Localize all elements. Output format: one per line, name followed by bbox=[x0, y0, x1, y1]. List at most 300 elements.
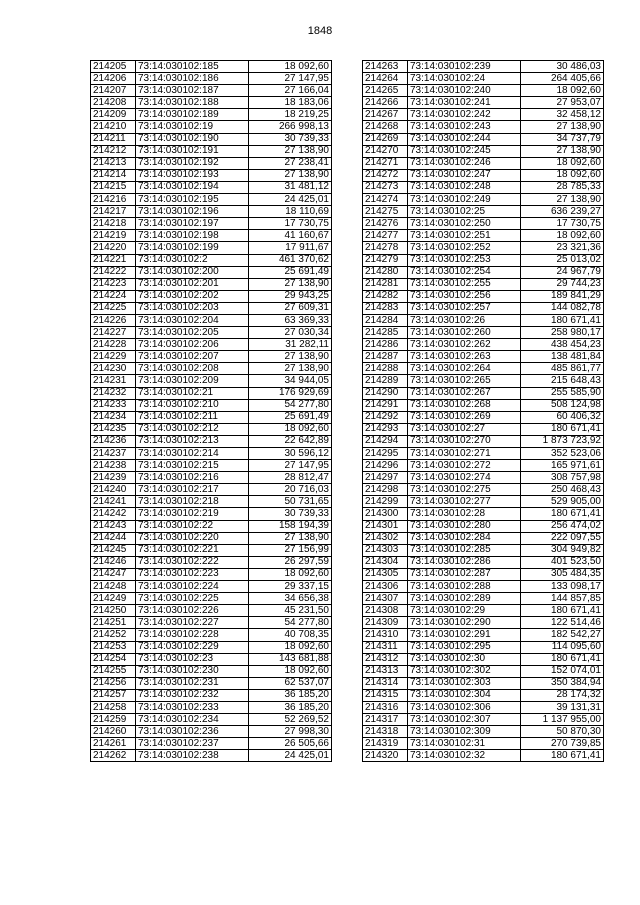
row-number-cell: 214281 bbox=[363, 278, 408, 290]
value-cell: 26 297,59 bbox=[249, 556, 332, 568]
cadastral-number-cell: 73:14:030102:190 bbox=[136, 133, 249, 145]
table-row bbox=[363, 689, 604, 701]
row-number-cell: 214250 bbox=[91, 605, 136, 617]
value-cell: 27 609,31 bbox=[249, 302, 332, 314]
table-row bbox=[91, 339, 332, 351]
table-row bbox=[363, 496, 604, 508]
row-number-cell: 214319 bbox=[363, 738, 408, 750]
table-row bbox=[91, 581, 332, 593]
value-cell: 27 138,90 bbox=[249, 532, 332, 544]
table-row bbox=[91, 460, 332, 472]
table-row bbox=[363, 254, 604, 266]
value-cell: 17 730,75 bbox=[521, 218, 604, 230]
table-row bbox=[91, 133, 332, 145]
value-cell: 1 137 955,00 bbox=[521, 714, 604, 726]
value-cell: 176 929,69 bbox=[249, 387, 332, 399]
table-row bbox=[91, 750, 332, 762]
value-cell: 18 219,25 bbox=[249, 109, 332, 121]
row-number-cell: 214264 bbox=[363, 73, 408, 85]
table-body bbox=[363, 61, 604, 762]
table-row bbox=[91, 423, 332, 435]
table-row bbox=[363, 278, 604, 290]
value-cell: 270 739,85 bbox=[521, 738, 604, 750]
cadastral-number-cell: 73:14:030102:212 bbox=[136, 423, 249, 435]
row-number-cell: 214263 bbox=[363, 61, 408, 73]
table-row bbox=[363, 109, 604, 121]
cadastral-number-cell: 73:14:030102:224 bbox=[136, 581, 249, 593]
cadastral-number-cell: 73:14:030102:252 bbox=[408, 242, 521, 254]
table-row bbox=[91, 726, 332, 738]
row-number-cell: 214317 bbox=[363, 714, 408, 726]
cadastral-number-cell: 73:14:030102:250 bbox=[408, 218, 521, 230]
cadastral-number-cell: 73:14:030102:239 bbox=[408, 61, 521, 73]
value-cell: 25 013,02 bbox=[521, 254, 604, 266]
table-row bbox=[91, 61, 332, 73]
cadastral-number-cell: 73:14:030102:206 bbox=[136, 339, 249, 351]
value-cell: 29 744,23 bbox=[521, 278, 604, 290]
row-number-cell: 214223 bbox=[91, 278, 136, 290]
cadastral-number-cell: 73:14:030102:217 bbox=[136, 484, 249, 496]
table-row bbox=[91, 230, 332, 242]
row-number-cell: 214280 bbox=[363, 266, 408, 278]
value-cell: 18 092,60 bbox=[249, 568, 332, 580]
row-number-cell: 214267 bbox=[363, 109, 408, 121]
cadastral-number-cell: 73:14:030102:207 bbox=[136, 351, 249, 363]
value-cell: 63 369,33 bbox=[249, 314, 332, 326]
row-number-cell: 214316 bbox=[363, 701, 408, 713]
cadastral-number-cell: 73:14:030102:251 bbox=[408, 230, 521, 242]
table-row bbox=[91, 290, 332, 302]
table-row bbox=[363, 629, 604, 641]
cadastral-number-cell: 73:14:030102:306 bbox=[408, 701, 521, 713]
value-cell: 29 943,25 bbox=[249, 290, 332, 302]
row-number-cell: 214237 bbox=[91, 448, 136, 460]
cadastral-number-cell: 73:14:030102:201 bbox=[136, 278, 249, 290]
row-number-cell: 214314 bbox=[363, 677, 408, 689]
table-row bbox=[91, 568, 332, 580]
cadastral-number-cell: 73:14:030102:220 bbox=[136, 532, 249, 544]
table-row bbox=[91, 145, 332, 157]
cadastral-number-cell: 73:14:030102:238 bbox=[136, 750, 249, 762]
row-number-cell: 214211 bbox=[91, 133, 136, 145]
table-row bbox=[363, 157, 604, 169]
row-number-cell: 214233 bbox=[91, 399, 136, 411]
row-number-cell: 214307 bbox=[363, 593, 408, 605]
table-row bbox=[363, 266, 604, 278]
cadastral-number-cell: 73:14:030102:197 bbox=[136, 218, 249, 230]
value-cell: 17 911,67 bbox=[249, 242, 332, 254]
cadastral-number-cell: 73:14:030102:267 bbox=[408, 387, 521, 399]
table-row bbox=[363, 363, 604, 375]
table-row bbox=[91, 532, 332, 544]
value-cell: 27 166,04 bbox=[249, 85, 332, 97]
cadastral-number-cell: 73:14:030102:230 bbox=[136, 665, 249, 677]
row-number-cell: 214284 bbox=[363, 314, 408, 326]
row-number-cell: 214257 bbox=[91, 689, 136, 701]
row-number-cell: 214207 bbox=[91, 85, 136, 97]
table-row bbox=[91, 701, 332, 713]
cadastral-number-cell: 73:14:030102:196 bbox=[136, 206, 249, 218]
table-row bbox=[363, 568, 604, 580]
table-row bbox=[363, 61, 604, 73]
row-number-cell: 214309 bbox=[363, 617, 408, 629]
cadastral-number-cell: 73:14:030102:185 bbox=[136, 61, 249, 73]
value-cell: 308 757,98 bbox=[521, 472, 604, 484]
row-number-cell: 214252 bbox=[91, 629, 136, 641]
table-row bbox=[363, 133, 604, 145]
value-cell: 18 092,60 bbox=[521, 85, 604, 97]
cadastral-number-cell: 73:14:030102:269 bbox=[408, 411, 521, 423]
cadastral-number-cell: 73:14:030102:216 bbox=[136, 472, 249, 484]
value-cell: 27 138,90 bbox=[249, 145, 332, 157]
cadastral-number-cell: 73:14:030102:280 bbox=[408, 520, 521, 532]
cadastral-number-cell: 73:14:030102:254 bbox=[408, 266, 521, 278]
value-cell: 50 731,65 bbox=[249, 496, 332, 508]
value-cell: 45 231,50 bbox=[249, 605, 332, 617]
value-cell: 27 138,90 bbox=[521, 121, 604, 133]
row-number-cell: 214266 bbox=[363, 97, 408, 109]
row-number-cell: 214229 bbox=[91, 351, 136, 363]
row-number-cell: 214256 bbox=[91, 677, 136, 689]
value-cell: 114 095,60 bbox=[521, 641, 604, 653]
row-number-cell: 214276 bbox=[363, 218, 408, 230]
value-cell: 36 185,20 bbox=[249, 689, 332, 701]
table-row bbox=[363, 218, 604, 230]
table-row bbox=[363, 435, 604, 447]
value-cell: 264 405,66 bbox=[521, 73, 604, 85]
table-row bbox=[363, 194, 604, 206]
row-number-cell: 214249 bbox=[91, 593, 136, 605]
cadastral-number-cell: 73:14:030102:263 bbox=[408, 351, 521, 363]
row-number-cell: 214222 bbox=[91, 266, 136, 278]
cadastral-number-cell: 73:14:030102:193 bbox=[136, 169, 249, 181]
cadastral-number-cell: 73:14:030102:304 bbox=[408, 689, 521, 701]
table-row bbox=[91, 194, 332, 206]
table-row bbox=[91, 472, 332, 484]
row-number-cell: 214254 bbox=[91, 653, 136, 665]
row-number-cell: 214289 bbox=[363, 375, 408, 387]
cadastral-number-cell: 73:14:030102:188 bbox=[136, 97, 249, 109]
value-cell: 18 092,60 bbox=[249, 665, 332, 677]
row-number-cell: 214246 bbox=[91, 556, 136, 568]
table-row bbox=[91, 520, 332, 532]
row-number-cell: 214279 bbox=[363, 254, 408, 266]
row-number-cell: 214297 bbox=[363, 472, 408, 484]
row-number-cell: 214303 bbox=[363, 544, 408, 556]
cadastral-number-cell: 73:14:030102:307 bbox=[408, 714, 521, 726]
cadastral-number-cell: 73:14:030102:209 bbox=[136, 375, 249, 387]
table-row bbox=[91, 399, 332, 411]
row-number-cell: 214230 bbox=[91, 363, 136, 375]
row-number-cell: 214313 bbox=[363, 665, 408, 677]
table-row bbox=[91, 157, 332, 169]
table-row bbox=[363, 314, 604, 326]
cadastral-number-cell: 73:14:030102:289 bbox=[408, 593, 521, 605]
table-row bbox=[363, 448, 604, 460]
table-row bbox=[363, 423, 604, 435]
value-cell: 122 514,46 bbox=[521, 617, 604, 629]
table-row bbox=[363, 97, 604, 109]
value-cell: 352 523,06 bbox=[521, 448, 604, 460]
row-number-cell: 214214 bbox=[91, 169, 136, 181]
cadastral-number-cell: 73:14:030102:265 bbox=[408, 375, 521, 387]
table-row bbox=[91, 73, 332, 85]
table-row bbox=[91, 254, 332, 266]
table-row bbox=[91, 85, 332, 97]
table-row bbox=[91, 556, 332, 568]
table-row bbox=[363, 339, 604, 351]
cadastral-number-cell: 73:14:030102:198 bbox=[136, 230, 249, 242]
row-number-cell: 214268 bbox=[363, 121, 408, 133]
value-cell: 133 098,17 bbox=[521, 581, 604, 593]
row-number-cell: 214244 bbox=[91, 532, 136, 544]
table-row bbox=[91, 351, 332, 363]
value-cell: 60 406,32 bbox=[521, 411, 604, 423]
value-cell: 461 370,62 bbox=[249, 254, 332, 266]
value-cell: 143 681,88 bbox=[249, 653, 332, 665]
value-cell: 34 737,79 bbox=[521, 133, 604, 145]
cadastral-number-cell: 73:14:030102:31 bbox=[408, 738, 521, 750]
table-row bbox=[363, 617, 604, 629]
value-cell: 27 238,41 bbox=[249, 157, 332, 169]
cadastral-number-cell: 73:14:030102:287 bbox=[408, 568, 521, 580]
cadastral-number-cell: 73:14:030102:295 bbox=[408, 641, 521, 653]
value-cell: 485 861,77 bbox=[521, 363, 604, 375]
value-cell: 28 174,32 bbox=[521, 689, 604, 701]
row-number-cell: 214221 bbox=[91, 254, 136, 266]
row-number-cell: 214291 bbox=[363, 399, 408, 411]
row-number-cell: 214265 bbox=[363, 85, 408, 97]
table-body bbox=[91, 61, 332, 762]
cadastral-number-cell: 73:14:030102:2 bbox=[136, 254, 249, 266]
value-cell: 305 484,35 bbox=[521, 568, 604, 580]
table-row bbox=[363, 750, 604, 762]
table-row bbox=[91, 302, 332, 314]
value-cell: 180 671,41 bbox=[521, 423, 604, 435]
cadastral-number-cell: 73:14:030102:30 bbox=[408, 653, 521, 665]
row-number-cell: 214305 bbox=[363, 568, 408, 580]
row-number-cell: 214217 bbox=[91, 206, 136, 218]
cadastral-number-cell: 73:14:030102:286 bbox=[408, 556, 521, 568]
value-cell: 40 708,35 bbox=[249, 629, 332, 641]
cadastral-number-cell: 73:14:030102:186 bbox=[136, 73, 249, 85]
table-row bbox=[91, 218, 332, 230]
table-row bbox=[91, 677, 332, 689]
row-number-cell: 214251 bbox=[91, 617, 136, 629]
cadastral-number-cell: 73:14:030102:226 bbox=[136, 605, 249, 617]
table-row bbox=[91, 738, 332, 750]
value-cell: 29 337,15 bbox=[249, 581, 332, 593]
table-row bbox=[363, 714, 604, 726]
row-number-cell: 214290 bbox=[363, 387, 408, 399]
value-cell: 255 585,90 bbox=[521, 387, 604, 399]
table-row bbox=[363, 738, 604, 750]
value-cell: 165 971,61 bbox=[521, 460, 604, 472]
row-number-cell: 214242 bbox=[91, 508, 136, 520]
row-number-cell: 214262 bbox=[91, 750, 136, 762]
row-number-cell: 214232 bbox=[91, 387, 136, 399]
row-number-cell: 214241 bbox=[91, 496, 136, 508]
value-cell: 25 691,49 bbox=[249, 266, 332, 278]
value-cell: 27 138,90 bbox=[521, 194, 604, 206]
table-row bbox=[363, 302, 604, 314]
cadastral-number-cell: 73:14:030102:274 bbox=[408, 472, 521, 484]
value-cell: 18 110,69 bbox=[249, 206, 332, 218]
cadastral-number-cell: 73:14:030102:243 bbox=[408, 121, 521, 133]
row-number-cell: 214213 bbox=[91, 157, 136, 169]
row-number-cell: 214231 bbox=[91, 375, 136, 387]
value-cell: 350 384,94 bbox=[521, 677, 604, 689]
value-cell: 30 739,33 bbox=[249, 508, 332, 520]
table-row bbox=[363, 230, 604, 242]
value-cell: 180 671,41 bbox=[521, 314, 604, 326]
value-cell: 23 321,36 bbox=[521, 242, 604, 254]
value-cell: 24 967,79 bbox=[521, 266, 604, 278]
cadastral-number-cell: 73:14:030102:202 bbox=[136, 290, 249, 302]
cadastral-number-cell: 73:14:030102:23 bbox=[136, 653, 249, 665]
value-cell: 152 074,01 bbox=[521, 665, 604, 677]
value-cell: 18 092,60 bbox=[521, 157, 604, 169]
row-number-cell: 214258 bbox=[91, 701, 136, 713]
value-cell: 180 671,41 bbox=[521, 750, 604, 762]
table-row bbox=[363, 399, 604, 411]
table-row bbox=[91, 593, 332, 605]
table-row bbox=[363, 351, 604, 363]
value-cell: 158 194,39 bbox=[249, 520, 332, 532]
value-cell: 39 131,31 bbox=[521, 701, 604, 713]
value-cell: 54 277,80 bbox=[249, 399, 332, 411]
row-number-cell: 214306 bbox=[363, 581, 408, 593]
table-row bbox=[363, 520, 604, 532]
table-row bbox=[91, 653, 332, 665]
cadastral-number-cell: 73:14:030102:285 bbox=[408, 544, 521, 556]
row-number-cell: 214310 bbox=[363, 629, 408, 641]
value-cell: 182 542,27 bbox=[521, 629, 604, 641]
value-cell: 36 185,20 bbox=[249, 701, 332, 713]
register-table-left bbox=[90, 60, 332, 762]
row-number-cell: 214318 bbox=[363, 726, 408, 738]
table-row bbox=[363, 726, 604, 738]
cadastral-number-cell: 73:14:030102:247 bbox=[408, 169, 521, 181]
row-number-cell: 214235 bbox=[91, 423, 136, 435]
cadastral-number-cell: 73:14:030102:233 bbox=[136, 701, 249, 713]
row-number-cell: 214228 bbox=[91, 339, 136, 351]
cadastral-number-cell: 73:14:030102:236 bbox=[136, 726, 249, 738]
table-row bbox=[363, 508, 604, 520]
value-cell: 27 138,90 bbox=[249, 169, 332, 181]
value-cell: 30 739,33 bbox=[249, 133, 332, 145]
table-row bbox=[91, 689, 332, 701]
row-number-cell: 214298 bbox=[363, 484, 408, 496]
row-number-cell: 214273 bbox=[363, 181, 408, 193]
value-cell: 144 082,78 bbox=[521, 302, 604, 314]
cadastral-number-cell: 73:14:030102:249 bbox=[408, 194, 521, 206]
value-cell: 529 905,00 bbox=[521, 496, 604, 508]
cadastral-number-cell: 73:14:030102:25 bbox=[408, 206, 521, 218]
cadastral-number-cell: 73:14:030102:228 bbox=[136, 629, 249, 641]
cadastral-number-cell: 73:14:030102:255 bbox=[408, 278, 521, 290]
cadastral-number-cell: 73:14:030102:222 bbox=[136, 556, 249, 568]
row-number-cell: 214274 bbox=[363, 194, 408, 206]
cadastral-number-cell: 73:14:030102:225 bbox=[136, 593, 249, 605]
value-cell: 27 156,99 bbox=[249, 544, 332, 556]
value-cell: 27 138,90 bbox=[249, 351, 332, 363]
table-row bbox=[363, 290, 604, 302]
cadastral-number-cell: 73:14:030102:231 bbox=[136, 677, 249, 689]
cadastral-number-cell: 73:14:030102:241 bbox=[408, 97, 521, 109]
table-row bbox=[91, 181, 332, 193]
row-number-cell: 214315 bbox=[363, 689, 408, 701]
value-cell: 28 785,33 bbox=[521, 181, 604, 193]
table-row bbox=[91, 278, 332, 290]
row-number-cell: 214312 bbox=[363, 653, 408, 665]
value-cell: 138 481,84 bbox=[521, 351, 604, 363]
value-cell: 34 656,38 bbox=[249, 593, 332, 605]
cadastral-number-cell: 73:14:030102:260 bbox=[408, 327, 521, 339]
table-row bbox=[91, 169, 332, 181]
table-row bbox=[91, 327, 332, 339]
table-row bbox=[91, 641, 332, 653]
row-number-cell: 214220 bbox=[91, 242, 136, 254]
register-table-right bbox=[362, 60, 604, 762]
cadastral-number-cell: 73:14:030102:271 bbox=[408, 448, 521, 460]
row-number-cell: 214209 bbox=[91, 109, 136, 121]
cadastral-number-cell: 73:14:030102:288 bbox=[408, 581, 521, 593]
cadastral-number-cell: 73:14:030102:246 bbox=[408, 157, 521, 169]
table-row bbox=[363, 181, 604, 193]
table-row bbox=[91, 314, 332, 326]
table-row bbox=[91, 714, 332, 726]
value-cell: 18 092,60 bbox=[249, 61, 332, 73]
table-row bbox=[91, 435, 332, 447]
value-cell: 144 857,85 bbox=[521, 593, 604, 605]
row-number-cell: 214261 bbox=[91, 738, 136, 750]
value-cell: 31 282,11 bbox=[249, 339, 332, 351]
table-row bbox=[91, 448, 332, 460]
cadastral-number-cell: 73:14:030102:189 bbox=[136, 109, 249, 121]
page-number: 1848 bbox=[307, 25, 333, 37]
cadastral-number-cell: 73:14:030102:205 bbox=[136, 327, 249, 339]
cadastral-number-cell: 73:14:030102:232 bbox=[136, 689, 249, 701]
row-number-cell: 214243 bbox=[91, 520, 136, 532]
value-cell: 258 980,17 bbox=[521, 327, 604, 339]
cadastral-number-cell: 73:14:030102:29 bbox=[408, 605, 521, 617]
row-number-cell: 214215 bbox=[91, 181, 136, 193]
row-number-cell: 214301 bbox=[363, 520, 408, 532]
row-number-cell: 214299 bbox=[363, 496, 408, 508]
cadastral-number-cell: 73:14:030102:253 bbox=[408, 254, 521, 266]
cadastral-number-cell: 73:14:030102:192 bbox=[136, 157, 249, 169]
table-row bbox=[363, 581, 604, 593]
cadastral-number-cell: 73:14:030102:302 bbox=[408, 665, 521, 677]
table-row bbox=[363, 73, 604, 85]
value-cell: 34 944,05 bbox=[249, 375, 332, 387]
row-number-cell: 214210 bbox=[91, 121, 136, 133]
cadastral-number-cell: 73:14:030102:290 bbox=[408, 617, 521, 629]
cadastral-number-cell: 73:14:030102:28 bbox=[408, 508, 521, 520]
cadastral-number-cell: 73:14:030102:264 bbox=[408, 363, 521, 375]
table-row bbox=[363, 665, 604, 677]
value-cell: 24 425,01 bbox=[249, 750, 332, 762]
cadastral-number-cell: 73:14:030102:244 bbox=[408, 133, 521, 145]
value-cell: 62 537,07 bbox=[249, 677, 332, 689]
table-row bbox=[363, 532, 604, 544]
cadastral-number-cell: 73:14:030102:214 bbox=[136, 448, 249, 460]
row-number-cell: 214275 bbox=[363, 206, 408, 218]
cadastral-number-cell: 73:14:030102:218 bbox=[136, 496, 249, 508]
table-row bbox=[363, 327, 604, 339]
value-cell: 401 523,50 bbox=[521, 556, 604, 568]
